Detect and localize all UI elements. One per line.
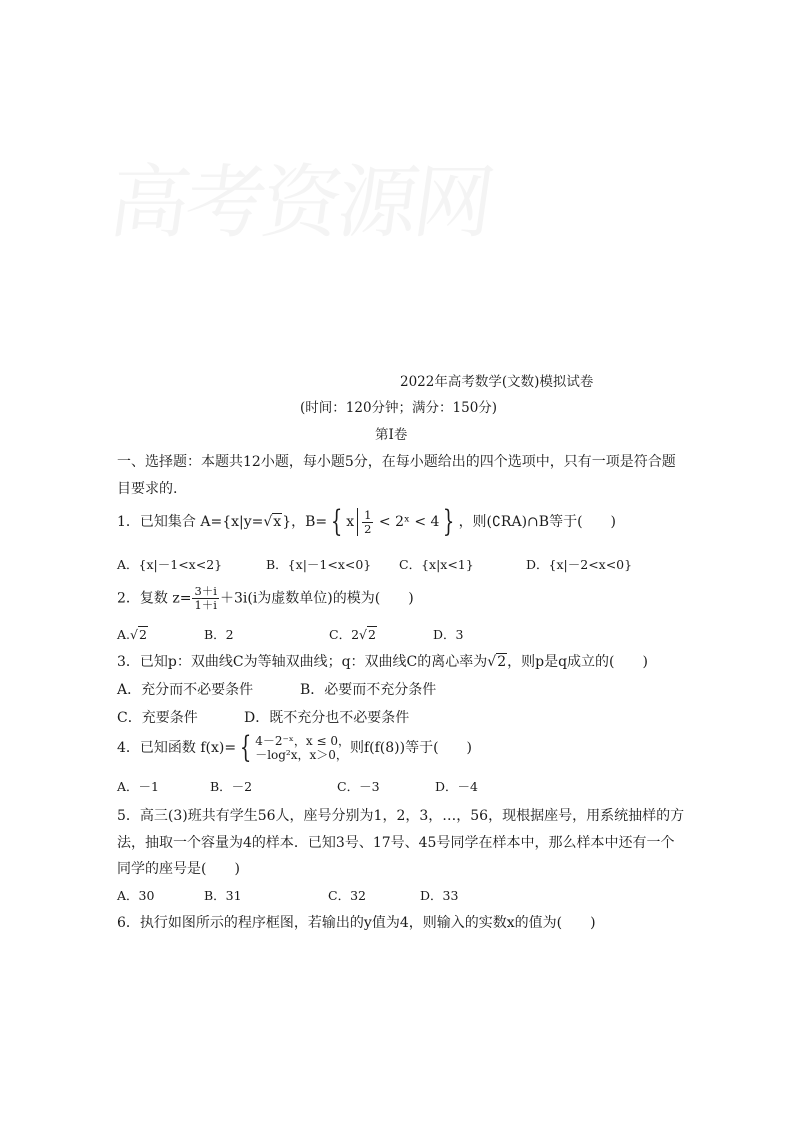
q5-option-b: B．31 bbox=[204, 888, 242, 903]
q5-option-c: C．32 bbox=[328, 888, 366, 903]
q2-tail: ＋3i(i为虚数单位)的模为( ) bbox=[219, 590, 414, 607]
q1-inequality: < 2ˣ < 4 bbox=[374, 514, 440, 530]
q2-option-a: A.√2 bbox=[117, 627, 147, 642]
q1-left-brace: { bbox=[330, 504, 343, 539]
q4-option-b: B．－2 bbox=[210, 779, 253, 794]
q1-option-c: C．{x|x<1} bbox=[399, 557, 474, 572]
question-5-line2: 法，抽取一个容量为4的样本．已知3号、17号、45号同学在样本中，那么样本中还有一个 bbox=[117, 835, 675, 851]
q4-text-a: 4．已知函数 f(x)= bbox=[117, 740, 237, 756]
q4-option-c: C．－3 bbox=[337, 779, 380, 794]
q2-option-c: C．2√2 bbox=[329, 627, 376, 642]
q1-text-a: 1．已知集合 A={x|y= bbox=[117, 514, 264, 530]
section-instructions-line2: 目要求的. bbox=[117, 481, 178, 497]
q1-right-brace: } bbox=[443, 504, 455, 539]
q5-option-d: D．33 bbox=[420, 888, 459, 903]
q1-tail: ，则(∁RA)∩B等于( ) bbox=[458, 514, 616, 530]
exam-time-score: (时间：120分钟；满分：150分) bbox=[300, 400, 498, 416]
q2-option-b: B．2 bbox=[204, 627, 234, 642]
q2-fraction: $\frac{3+i}{1+i}$ bbox=[194, 584, 217, 612]
q4-option-a: A．－1 bbox=[117, 779, 159, 794]
q3-option-b: B．必要而不充分条件 bbox=[300, 682, 437, 698]
question-6: 6．执行如图所示的程序框图，若输出的y值为4，则输入的实数x的值为( ) bbox=[117, 915, 596, 931]
question-3 bbox=[117, 651, 648, 673]
q3-option-c: C．充要条件 bbox=[117, 710, 198, 726]
q4-piecewise: 4－2⁻ˣ，x ≤ 0， －log²x，x＞0， bbox=[255, 734, 350, 762]
q3-option-d: D．既不充分也不必要条件 bbox=[244, 710, 410, 726]
q2-option-d: D．3 bbox=[433, 627, 464, 642]
q1-sqrt: √x bbox=[263, 514, 282, 530]
question-2 bbox=[117, 585, 414, 612]
volume-heading: 第Ⅰ卷 bbox=[375, 427, 408, 443]
exam-title: 2022年高考数学(文数)模拟试卷 bbox=[400, 374, 594, 390]
question-4 bbox=[117, 730, 473, 765]
q4-piecewise-brace: { bbox=[239, 730, 252, 765]
q1-fraction: $\frac{1}{2}$ bbox=[364, 507, 372, 536]
question-1 bbox=[117, 504, 616, 539]
q3-sqrt: √2 bbox=[487, 654, 507, 670]
q1-text-b: }，B= bbox=[282, 514, 328, 530]
section-instructions-line1: 一、选择题：本题共12小题，每小题5分，在每小题给出的四个选项中，只有一项是符合题 bbox=[117, 454, 676, 470]
q3-option-a: A．充分而不必要条件 bbox=[117, 682, 254, 698]
q4-option-d: D．－4 bbox=[435, 779, 478, 794]
q1-option-d: D．{x|－2<x<0} bbox=[526, 557, 633, 572]
q1-option-a: A．{x|－1<x<2} bbox=[117, 557, 223, 572]
question-5-line1: 5．高三(3)班共有学生56人，座号分别为1，2，3，…，56，现根据座号，用系统抽样的方 bbox=[117, 808, 685, 824]
q5-option-a: A．30 bbox=[117, 888, 155, 903]
q1-set-var: x bbox=[346, 514, 355, 530]
q3-tail: ，则p是q成立的( ) bbox=[507, 654, 648, 670]
q3-text-a: 3．已知p：双曲线C为等轴双曲线；q：双曲线C的离心率为 bbox=[117, 654, 488, 670]
watermark-logo: 高考资源网 bbox=[103, 156, 497, 249]
question-5-line3: 同学的座号是( ) bbox=[117, 861, 240, 877]
q1-option-b: B．{x|－1<x<0} bbox=[266, 557, 372, 572]
q1-set-bar bbox=[357, 508, 358, 536]
q2-text-a: 2．复数 z= bbox=[117, 590, 192, 607]
q4-tail: 则f(f(8))等于( ) bbox=[349, 740, 473, 756]
